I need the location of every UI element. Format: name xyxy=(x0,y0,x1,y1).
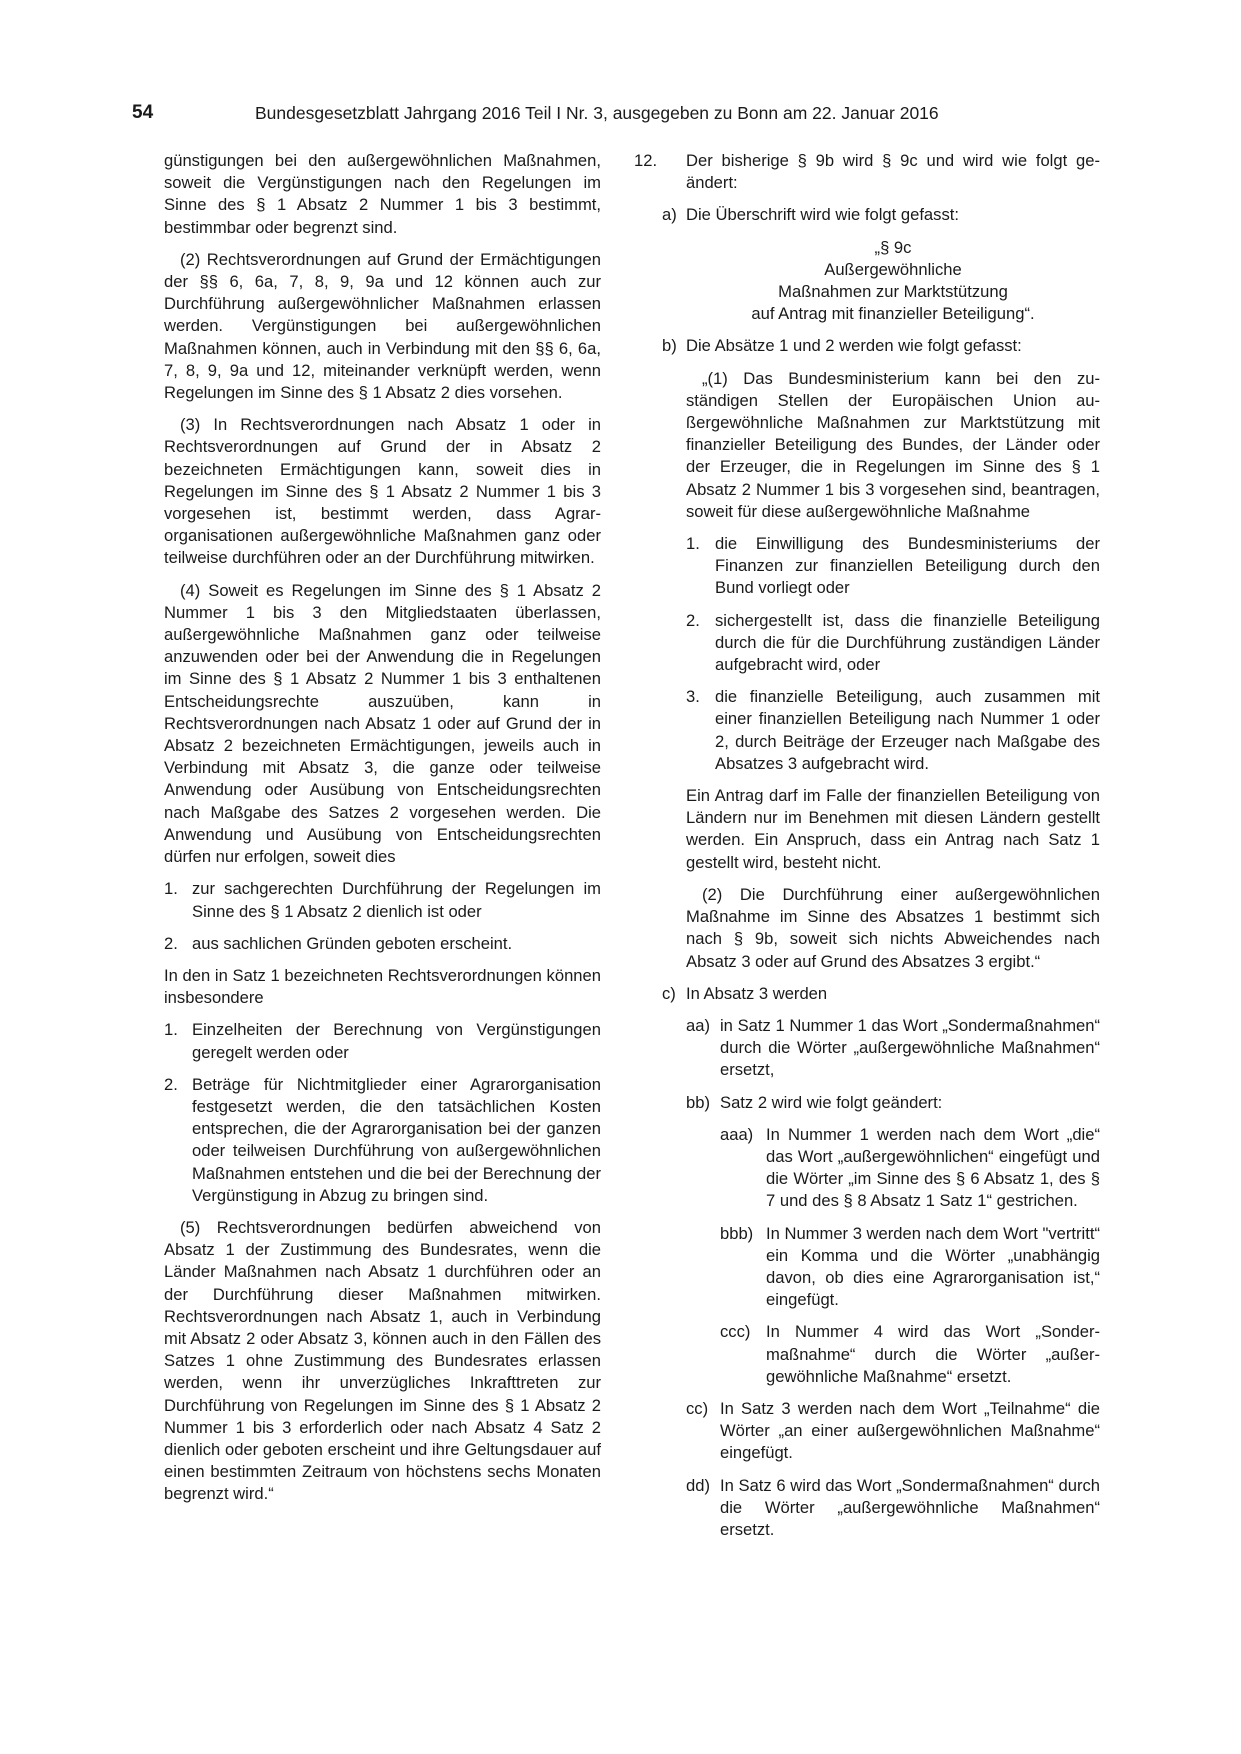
list-text: Beträge für Nichtmitglieder einer Agrarorganisation festgesetzt werden, die den tatsächlichen Kosten entsprechen, die der Agrarorganisation bei der ganzen oder teilweisen Durchführung von außergewöhnlichen Maßnahmen entstehen und die bei der Berechnung der Vergünstigung in Abzug zu bringen sind. xyxy=(192,1074,601,1205)
item-text: In Nummer 3 werden nach dem Wort "vertritt“ ein Komma und die Wörter „unabhängig davon, ob dies eine Agrarorganisation ist,“ eingefügt. xyxy=(766,1223,1100,1310)
item-text: In Nummer 1 werden nach dem Wort „die“ das Wort „außergewöhnlichen“ eingefügt und die Wörter „im Sinne des § 6 Absatz 1, des § 7 und des § 8 Absatz 1 Satz 1“ gestrichen. xyxy=(766,1124,1100,1211)
item-letter: aaa) xyxy=(720,1124,754,1144)
list-text: sichergestellt ist, dass die finanzielle Beteiligung durch die für die Durchführung zuständigen Länder aufgebracht wird, oder xyxy=(715,610,1100,675)
item-text: Die Überschrift wird wie folgt gefasst: xyxy=(686,205,959,225)
list-text: aus sachlichen Gründen geboten erscheint. xyxy=(192,933,513,953)
list-item xyxy=(634,686,1100,775)
paragraph-continuation: günstigungen bei den außergewöhnlichen Maßnahmen, soweit die Vergünstigungen nach den Regelungen im Sinne des § 1 Absatz 2 Nummer 1 bis 3 bestimmt, bestimmbar oder begrenzt sind. xyxy=(164,151,601,237)
item-letter: b) xyxy=(662,336,677,356)
sub-item-aaa xyxy=(634,1124,1100,1213)
item-text: Satz 2 wird wie folgt geändert: xyxy=(720,1092,943,1112)
item-text: Die Absätze 1 und 2 werden wie folgt gefasst: xyxy=(686,336,1022,356)
list-number: 1. xyxy=(164,1020,178,1040)
sub-item-c xyxy=(634,983,1100,1005)
list-text: Einzelheiten der Berechnung von Vergünstigungen geregelt werden oder xyxy=(192,1020,601,1062)
left-column xyxy=(164,150,601,1516)
list-number: 2. xyxy=(164,1074,178,1094)
sub-item-aa xyxy=(634,1015,1100,1082)
item-letter: bb) xyxy=(686,1092,710,1112)
list-item xyxy=(634,533,1100,600)
list-item xyxy=(164,933,601,955)
item-letter: ccc) xyxy=(720,1322,751,1342)
paragraph-4: (4) Soweit es Regelungen im Sinne des § 1 Absatz 2 Nummer 1 bis 3 den Mitgliedstaaten überlassen, außergewöhnliche Maßnahmen ganz oder teilweise anzuwenden oder bei der Anwendung die in Regelungen im Sinne des § 1 Absatz 2 Nummer 1 bis 3 enthaltenen Entscheidungsrechte auszuüben, kann in Rechtsverordnungen nach Absatz 1 oder auf Grund der in Absatz 2 bezeichneten Ermächtigungen, jeweils auch in Verbindung mit Absatz 3, die ganze oder teilweise Anwendung oder Ausübung von Entscheidungsrechten nach Maßgabe des Satzes 2 vorgesehen werden. Die Anwendung und Ausübung von Entscheidungsrechten dürfen nur erfolgen, soweit dies xyxy=(164,580,601,867)
page-number: 54 xyxy=(132,102,154,123)
list-number: 2. xyxy=(686,610,700,630)
list-text: die Einwilligung des Bundesministeriums der Finanzen zur finanziellen Beteiligung durch den Bund vorliegt oder xyxy=(715,534,1100,598)
list-number: 3. xyxy=(686,687,700,707)
item-number: 12. xyxy=(634,151,658,170)
item-text: In Absatz 3 werden xyxy=(686,983,828,1003)
heading-line: „§ 9c xyxy=(874,237,912,257)
sub-item-ccc xyxy=(634,1321,1100,1388)
section-heading xyxy=(686,237,1100,326)
list-item xyxy=(164,1074,601,1207)
item-letter: dd) xyxy=(686,1475,710,1495)
item-letter: c) xyxy=(662,983,676,1003)
new-paragraph-2: (2) Die Durchführung einer außergewöhnlichen Maßnahme im Sinne des Absatzes 1 bestimmt sich nach § 9b, soweit sich nichts Abweichendes nach Absatz 3 oder auf Grund des Absatzes 3 ergibt.“ xyxy=(686,884,1100,971)
list-number: 2. xyxy=(164,933,178,953)
paragraph-2: (2) Rechtsverordnungen auf Grund der Ermächtigungen der §§ 6, 6a, 7, 8, 9, 9a und 12 können auch zur Durchführung außergewöhnlicher Maßnahmen erlassen werden. Vergünstigungen bei außergewöhnlichen Maßnahmen können, auch in Verbindung mit den §§ 6, 6a, 7, 8, 9, 9a und 12, miteinander verknüpft werden, wenn Regelungen im Sinne des § 1 Absatz 2 dies vorsehen. xyxy=(164,249,601,403)
item-text: In Satz 3 werden nach dem Wort „Teilnahme“ die Wörter „an einer außergewöhnlichen Maßnahme“ eingefügt. xyxy=(720,1398,1100,1463)
sub-item-dd xyxy=(634,1475,1100,1542)
list-text: zur sachgerechten Durchführung der Regelungen im Sinne des § 1 Absatz 2 dienlich ist oder xyxy=(192,879,601,921)
paragraph-5: (5) Rechtsverordnungen bedürfen abweichend von Absatz 1 der Zustimmung des Bundesrates, wenn die Länder Maßnahmen nach Absatz 1 durchführen oder an der Durchführung dieser Maßnahmen mitwirken. Rechtsverordnungen nach Absatz 1, auch in Verbindung mit Absatz 2 oder Absatz 3, können auch in den Fällen des Satzes 1 ohne Zustimmung des Bundesrates erlassen werden, wenn ihr unverzügliches Inkrafttreten zur Durchführung von Regelungen im Sinne des § 1 Absatz 2 Nummer 1 bis 3 erforderlich oder nach Absatz 4 Satz 2 dienlich oder geboten erscheint und ihre Geltungsdauer auf einen bestimmten Zeitraum von höchstens sechs Monaten begrenzt wird.“ xyxy=(164,1217,601,1504)
paragraph-3: (3) In Rechtsverordnungen nach Absatz 1 oder in Rechtsverordnungen auf Grund der in Absatz 2 bezeichneten Ermächtigungen kann, soweit dies in Regelungen im Sinne des § 1 Absatz 2 Nummer 1 bis 3 vorgesehen ist, bestimmt werden, dass Agrarorganisationen außergewöhnliche Maßnahmen ganz oder teilweise durchführen oder an der Durchführung mitwirken. xyxy=(164,415,601,568)
list-item xyxy=(164,878,601,922)
page-header xyxy=(132,101,1111,125)
item-text: In Nummer 4 wird das Wort „Sondermaßnahme“ durch die Wörter „außergewöhnliche Maßnahme“ ersetzt. xyxy=(766,1322,1100,1386)
list-item xyxy=(634,610,1100,677)
new-paragraph-1: „(1) Das Bundesministerium kann bei den zuständigen Stellen der Europäischen Union außergewöhnliche Maßnahmen zur Marktstützung mit finanzieller Beteiligung des Bundes, der Länder oder der Erzeuger, die in Regelungen im Sinne des § 1 Absatz 2 Nummer 1 bis 3 vorgesehen sind, beantragen, soweit für diese außergewöhnliche Maßnahme xyxy=(686,368,1100,521)
list-number: 1. xyxy=(686,534,700,554)
item-text: In Satz 6 wird das Wort „Sondermaßnahmen“ durch die Wörter „außergewöhnliche Maßnahmen“ ersetzt. xyxy=(720,1475,1100,1539)
item-letter: a) xyxy=(662,205,677,225)
sub-item-bbb xyxy=(634,1223,1100,1312)
new-paragraph-1-continuation: Ein Antrag darf im Falle der finanziellen Beteiligung von Ländern nur im Benehmen mit diesen Ländern gestellt werden. Ein Anspruch, dass ein Antrag nach Satz 1 gestellt wird, besteht nicht. xyxy=(686,786,1100,872)
item-text: Der bisherige § 9b wird § 9c und wird wie folgt geändert: xyxy=(686,151,1100,193)
list-text: die finanzielle Beteiligung, auch zusammen mit einer finanziellen Beteiligung nach Nummer 1 oder 2, durch Beiträge der Erzeuger nach Maßgabe des Absatzes 3 aufgebracht wird. xyxy=(715,687,1100,773)
item-text: in Satz 1 Nummer 1 das Wort „Sondermaßnahmen“ durch die Wörter „außergewöhnliche Maßnahmen“ ersetzt, xyxy=(720,1015,1100,1080)
item-letter: bbb) xyxy=(720,1223,754,1243)
running-title: Bundesgesetzblatt Jahrgang 2016 Teil I Nr. 3, ausgegeben zu Bonn am 22. Januar 2016 xyxy=(255,103,939,123)
sub-item-cc xyxy=(634,1398,1100,1465)
sub-item-b xyxy=(634,335,1100,357)
list-item xyxy=(164,1019,601,1063)
sub-item-bb xyxy=(634,1092,1100,1114)
right-column xyxy=(634,150,1100,1551)
amendment-item-12 xyxy=(634,150,1100,194)
heading-line: Außergewöhnliche xyxy=(824,259,962,279)
heading-line: Maßnahmen zur Marktstützung xyxy=(778,282,1008,302)
item-letter: cc) xyxy=(686,1398,709,1418)
list-number: 1. xyxy=(164,879,178,899)
heading-line: auf Antrag mit finanzieller Beteiligung“. xyxy=(751,304,1035,324)
paragraph-4-continuation: In den in Satz 1 bezeichneten Rechtsverordnungen können insbesondere xyxy=(164,965,601,1008)
sub-item-a xyxy=(634,204,1100,226)
item-letter: aa) xyxy=(686,1015,710,1035)
